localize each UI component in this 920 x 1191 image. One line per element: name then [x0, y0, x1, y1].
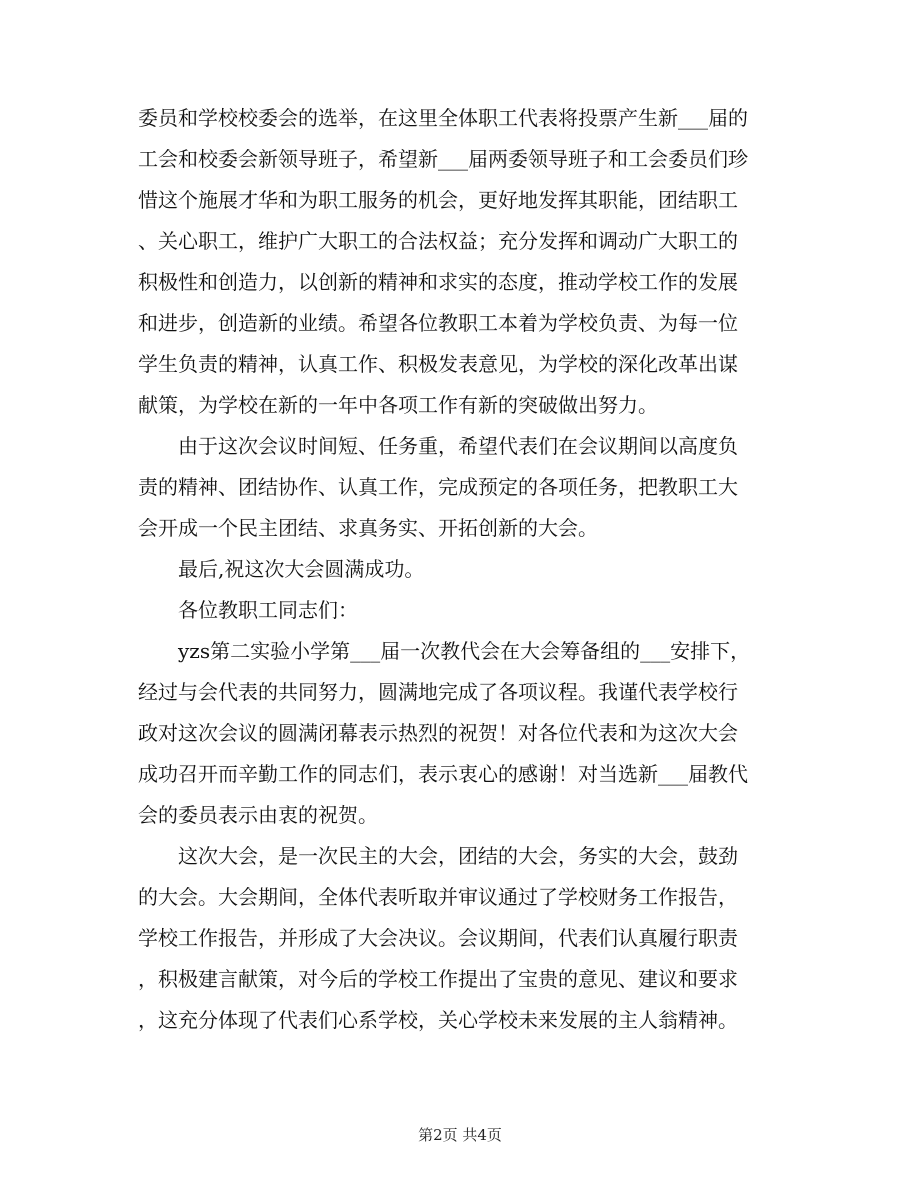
text-line: 经过与会代表的共同努力，圆满地完成了各项议程。我谨代表学校行 — [138, 680, 738, 704]
text-line: 积极性和创造力，以创新的精神和求实的态度，推动学校工作的发展 — [138, 270, 738, 294]
text-line: 和进步，创造新的业绩。希望各位教职工本着为学校负责、为每一位 — [138, 311, 738, 335]
document-body — [138, 98, 788, 1041]
text-line: 会的委员表示由衷的祝贺。 — [138, 803, 378, 827]
salutation-line: 各位教职工同志们： — [178, 598, 358, 622]
paragraph-start-line: 这次大会，是一次民主的大会，团结的大会，务实的大会，鼓劲 — [178, 844, 738, 868]
text-line: 献策，为学校在新的一年中各项工作有新的突破做出努力。 — [138, 393, 658, 417]
text-line: 的大会。大会期间，全体代表听取并审议通过了学校财务工作报告， — [138, 885, 738, 909]
page-number-footer: 第2页 共4页 — [418, 1126, 502, 1144]
text-line: 成功召开而辛勤工作的同志们，表示衷心的感谢！对当选新___届教代 — [138, 762, 748, 786]
text-line: 政对这次会议的圆满闭幕表示热烈的祝贺！对各位代表和为这次大会 — [138, 721, 738, 745]
closing-wish-line: 最后,祝这次大会圆满成功。 — [178, 557, 425, 581]
text-line: ，积极建言献策，对今后的学校工作提出了宝贵的意见、建议和要求 — [138, 967, 738, 991]
text-line: 学生负责的精神，认真工作、积极发表意见，为学校的深化改革出谋 — [138, 352, 738, 376]
text-line: 、关心职工，维护广大职工的合法权益；充分发挥和调动广大职工的 — [138, 229, 738, 253]
paragraph-start-line: yzs第二实验小学第___届一次教代会在大会筹备组的___安排下， — [178, 639, 751, 663]
text-line: 责的精神、团结协作、认真工作，完成预定的各项任务，把教职工大 — [138, 475, 738, 499]
text-line: 工会和校委会新领导班子，希望新___届两委领导班子和工会委员们珍 — [138, 147, 748, 171]
text-line: 会开成一个民主团结、求真务实、开拓创新的大会。 — [138, 516, 598, 540]
text-line: 惜这个施展才华和为职工服务的机会，更好地发挥其职能，团结职工 — [138, 188, 738, 212]
text-line: 学校工作报告，并形成了大会决议。会议期间，代表们认真履行职责 — [138, 926, 738, 950]
paragraph-start-line: 由于这次会议时间短、任务重，希望代表们在会议期间以高度负 — [178, 434, 738, 458]
text-line: ，这充分体现了代表们心系学校，关心学校未来发展的主人翁精神。 — [138, 1008, 738, 1032]
text-line: 委员和学校校委会的选举，在这里全体职工代表将投票产生新___届的 — [138, 106, 748, 130]
